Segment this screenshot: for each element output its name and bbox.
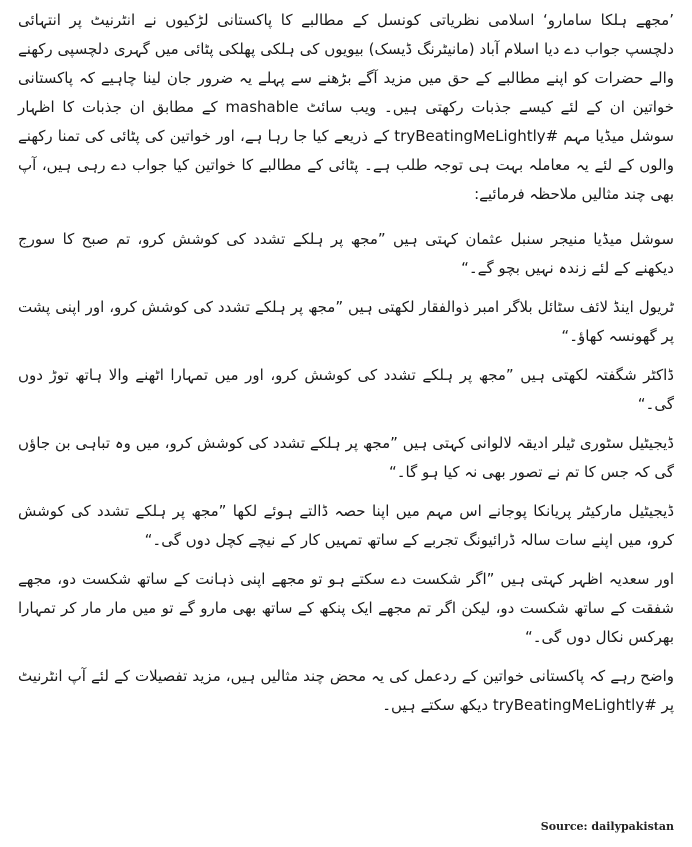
article-paragraph-quote-5: ڈیجیٹیل مارکیٹر پریانکا پوجانے اس مہم میں اپنا حصہ ڈالتے ہوئے لکھا ”مجھ پر ہلکے تشدد کی کوشش کرو، میں اپنے سات سالہ ڈرائیونگ تجربے کے ساتھ تمہیں کار کے نیچے کچل دوں گی۔“ <box>18 502 674 549</box>
article-paragraph-quote-3: ڈاکٹر شگفتہ لکھتی ہیں ”مجھ پر ہلکے تشدد کی کوشش کرو، اور میں تمہارا اٹھنے والا ہاتھ توڑ دوں گی۔“ <box>18 366 674 413</box>
source-credit: Source: dailypakistan <box>540 820 674 833</box>
article-paragraph-quote-6: اور سعدیہ اظہر کہتی ہیں ”اگر شکست دے سکتے ہو تو مجھے اپنی ذہانت کے ساتھ شکست دو، مجھے شفقت کے ساتھ شکست دو، لیکن اگر تم مجھے ایک پنکھ کے ساتھ بھی مارو گے تو میں مار مار کر تمہارا بھرکس نکال دوں گی۔“ <box>18 570 674 646</box>
article-paragraph-quote-4: ڈیجیٹیل سٹوری ٹیلر ادیقہ لالوانی کہتی ہیں ”مجھ پر ہلکے تشدد کی کوشش کرو، میں وہ تباہی بن جاؤں گی کہ جس کا تم نے تصور بھی نہ کیا ہو گا۔“ <box>18 434 674 481</box>
article-paragraph-intro: ’مجھے ہلکا سامارو‘ اسلامی نظریاتی کونسل کے مطالبے کا پاکستانی لڑکیوں نے انٹرنیٹ پر انتہائی دلچسپ جواب دے دیا اسلام آباد (مانیٹرنگ ڈیسک) بیویوں کی ہلکی پھلکی پٹائی میں گہری دلچسپی رکھنے والے حضرات کو اپنے مطالبے کے حق میں مزید آگے بڑھنے سے پہلے یہ ضرور جان لینا چاہیے کہ پاکستانی خواتین ان کے لئے کیسے جذبات رکھتی ہیں۔ ویب سائٹ mashable کے مطابق ان جذبات کا اظہار سوشل میڈیا مہم #tryBeatingMeLightly کے ذریعے کیا جا رہا ہے، اور خواتین کی پٹائی کی تمنا رکھنے والوں کے لئے یہ معاملہ بہت ہی توجہ طلب ہے۔ پٹائی کے مطالبے کا خواتین کیا جواب دے رہی ہیں، آپ بھی چند مثالیں ملاحظہ فرمائیے: <box>18 11 674 203</box>
article-paragraph-conclusion: واضح رہے کہ پاکستانی خواتین کے ردعمل کی یہ محض چند مثالیں ہیں، مزید تفصیلات کے لئے آپ انٹرنیٹ پر #tryBeatingMeLightly دیکھ سکتے ہیں۔ <box>18 667 674 714</box>
article-paragraph-quote-2: ٹریول اینڈ لائف سٹائل بلاگر امبر ذوالفقار لکھتی ہیں ”مجھ پر ہلکے تشدد کی کوشش کرو، اور اپنی پشت پر گھونسہ کھاؤ۔“ <box>18 298 674 345</box>
article-paragraph-quote-1: سوشل میڈیا منیجر سنبل عثمان کہتی ہیں ”مجھ پر ہلکے تشدد کی کوشش کرو، تم صبح کا سورج دیکھنے کے لئے زندہ نہیں بچو گے۔“ <box>18 230 674 277</box>
